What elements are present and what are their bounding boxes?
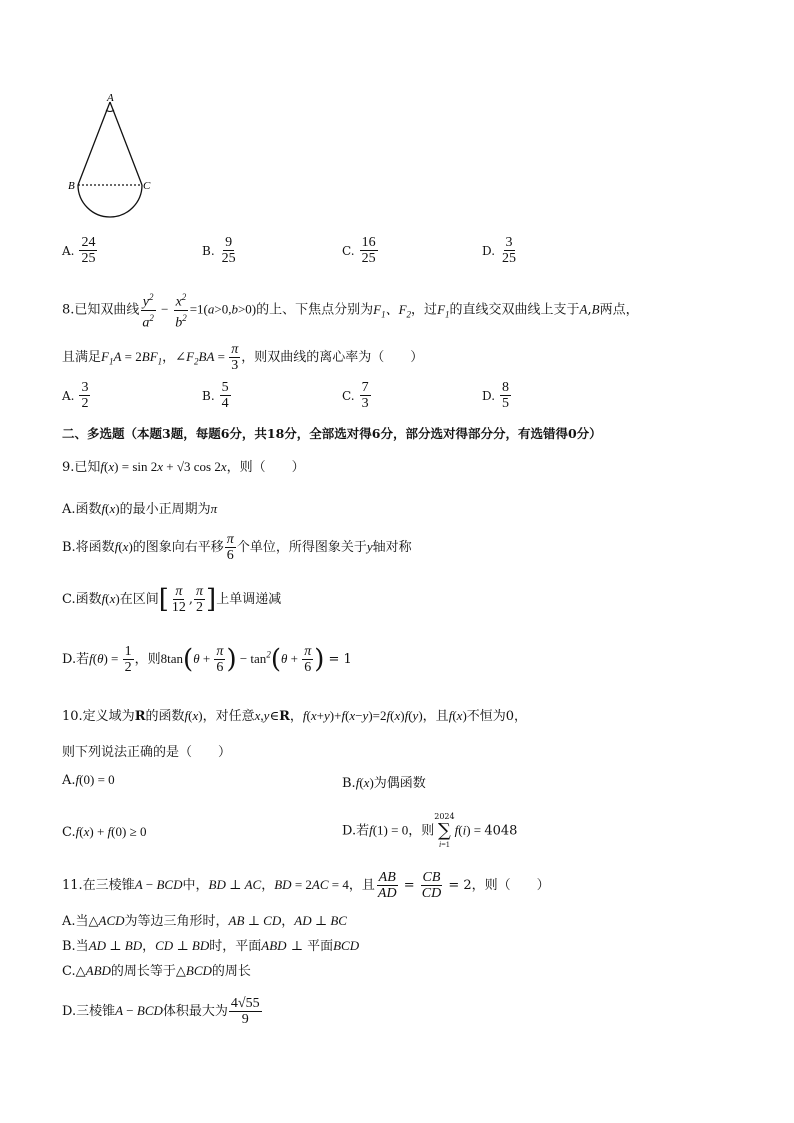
fraction: $\frac{9}{25}$ <box>221 235 236 266</box>
q11-stem: 11.在三棱锥A − BCD中，BD ⊥ AC，BD = 2AC = 4，且 $\frac{AB}{AD}$ = $\frac{CB}{CD}$ = 2，则（ ） <box>62 870 550 901</box>
q8-option-d[interactable]: D. $\frac{8}{5}$ <box>482 380 510 411</box>
q10-option-a[interactable]: A.f(0) = 0 <box>62 772 115 788</box>
q9-option-d[interactable]: D.若f(θ) = $\frac{1}{2}$ ，则8tan(θ + $\frac{\pi}{6}$ ) − $\tan^2(\theta$ + $\frac{\pi}{6}$ ) = 1 <box>62 644 352 675</box>
option-label: A. <box>62 388 75 403</box>
fraction: $\frac{24}{25}$ <box>81 235 96 266</box>
q10-option-c[interactable]: C.f(x) + f(0) ≥ 0 <box>62 824 147 840</box>
q10-stem-line2: 则下列说法正确的是（ ） <box>62 745 232 760</box>
label-b: B <box>68 180 75 192</box>
q9-option-c[interactable]: C.函数f(x)在区间[ $\frac{\pi}{12}$ , $\frac{\pi}{2}$ ]上单调递减 <box>62 584 282 615</box>
q8-stem-line1: 8.已知双曲线 $\frac{y^2}{a^2}$ − $\frac{x^2}{b^2}$ =1(a>0,b>0)的上、下焦点分别为$F_1$、$F_2$，过$F_1$的直线交双曲线上支于A,B两点， <box>62 292 639 331</box>
option-label: B. <box>202 388 215 403</box>
q8-stem-line2: 且满足$F_1A = 2BF_1$，$\angle F_2BA$ = $\frac{\pi}{3}$ ，则双曲线的离心率为（ ） <box>62 342 424 373</box>
q7-option-c[interactable] <box>342 235 379 266</box>
q10-stem-line1: 10.定义域为R的函数f(x)，对任意x,y∈R，f(x+y)+f(x−y)=2f(x)f(y)，且f(x)不恒为0， <box>62 708 528 724</box>
q8-option-c[interactable]: C. $\frac{7}{3}$ <box>342 380 369 411</box>
q10-option-d[interactable]: D.若f(1) = 0，则 2024 ∑ i=1 f(i) = 4048 <box>342 812 518 849</box>
option-label: D. <box>482 388 496 403</box>
option-label: C. <box>342 388 355 403</box>
q9-option-a[interactable]: A.函数f(x)的最小正周期为π <box>62 501 218 517</box>
option-label: C. <box>342 243 355 258</box>
q9-option-b[interactable]: B.将函数f(x)的图象向右平移 $\frac{\pi}{6}$ 个单位，所得图象关于y轴对称 <box>62 532 412 563</box>
q11-option-c[interactable]: C.△ABD的周长等于△BCD的周长 <box>62 963 251 979</box>
fraction: $\frac{16}{25}$ <box>361 235 376 266</box>
q9-stem: 9.已知f(x) = sin 2x + √3 cos 2x，则（ ） <box>62 459 305 475</box>
q11-option-b[interactable]: B.当AD ⊥ BD，CD ⊥ BD时，平面ABD ⊥ 平面BCD <box>62 938 360 954</box>
q7-option-b[interactable] <box>202 235 239 266</box>
label-a: A <box>107 92 114 104</box>
section-heading: 二、多选题（本题3题，每题6分，共18分，全部选对得6分，部分选对得部分分，有选错得0分） <box>62 426 602 441</box>
fraction: $\frac{3}{25}$ <box>502 235 517 266</box>
q8-option-b[interactable]: B. $\frac{5}{4}$ <box>202 380 229 411</box>
q7-option-a[interactable] <box>62 235 98 266</box>
cone-figure <box>60 88 160 238</box>
q11-option-d[interactable]: D.三棱锥A − BCD体积最大为 $\frac{4√55}{9}$ <box>62 996 260 1027</box>
q10-option-b[interactable]: B.f(x)为偶函数 <box>342 775 426 791</box>
q7-option-d[interactable] <box>482 235 519 266</box>
option-label: A. <box>62 243 75 258</box>
label-c: C <box>143 180 151 192</box>
option-label: D. <box>482 243 496 258</box>
option-label: B. <box>202 243 215 258</box>
q11-option-a[interactable]: A.当△ACD为等边三角形时，AB ⊥ CD，AD ⊥ BC <box>62 913 347 929</box>
q8-option-a[interactable]: A. $\frac{3}{2}$ <box>62 380 89 411</box>
